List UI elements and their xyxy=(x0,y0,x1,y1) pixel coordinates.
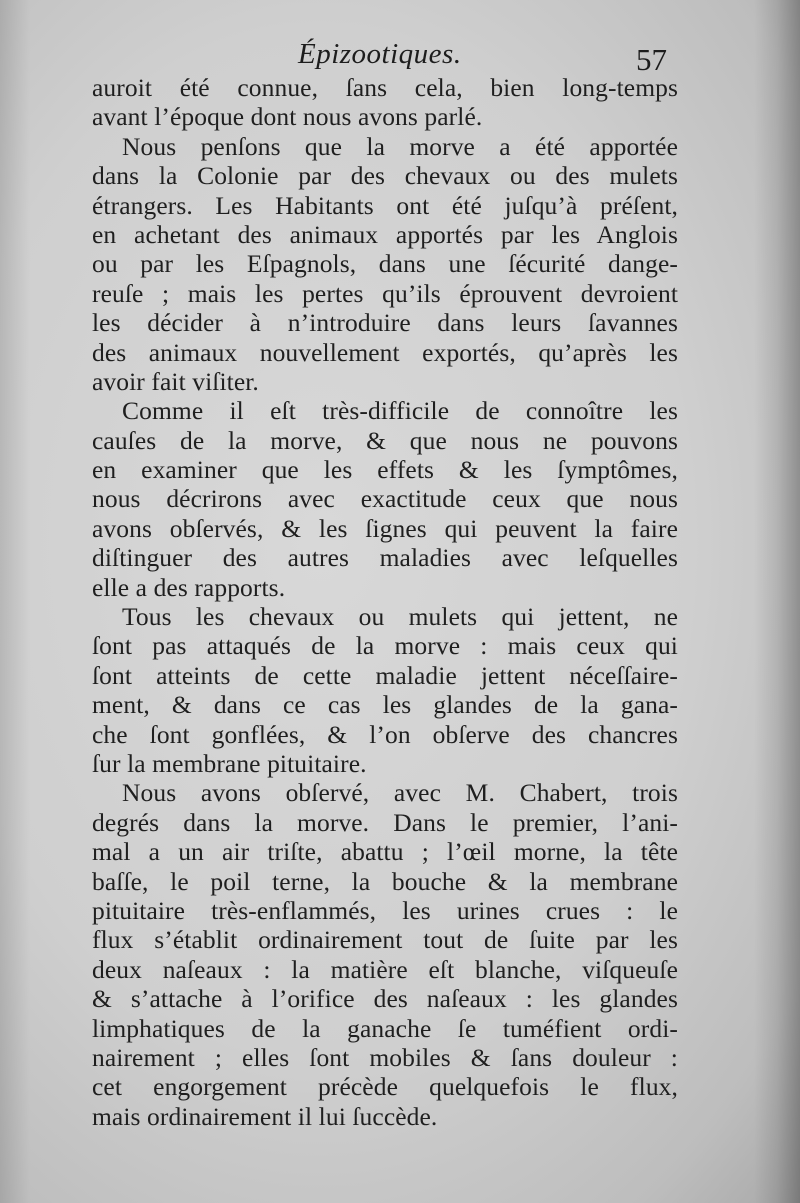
page-number: 57 xyxy=(636,42,667,77)
text-line: dans la Colonie par des chevaux ou des mulets xyxy=(92,161,678,191)
text-line: nous décrirons avec exactitude ceux que nous xyxy=(92,484,678,514)
text-line: des animaux nouvellement exportés, qu’après les xyxy=(92,337,678,367)
paragraph xyxy=(92,73,678,132)
text-line: flux s’établit ordinairement tout de ſuite par les xyxy=(92,925,678,955)
paragraph xyxy=(92,778,678,1131)
body-text xyxy=(92,73,678,1131)
text-line: ſont pas attaqués de la morve : mais ceux qui xyxy=(92,631,678,661)
paragraph xyxy=(92,396,678,602)
text-line: ſont atteints de cette maladie jettent néceſſaire- xyxy=(92,660,678,690)
page-shadow-right xyxy=(754,0,800,1203)
text-line: pituitaire très-enflammés, les urines crues : le xyxy=(92,895,678,925)
text-line: auroit été connue, ſans cela, bien long-temps xyxy=(92,73,678,102)
text-line: cet engorgement précède quelquefois le flux, xyxy=(92,1072,678,1102)
text-line: limphatiques de la ganache ſe tuméfient ordi- xyxy=(92,1013,678,1043)
text-line: degrés dans la morve. Dans le premier, l’ani- xyxy=(92,807,678,837)
text-line: avant l’époque dont nous avons parlé. xyxy=(92,102,483,132)
text-line: ou par les Eſpagnols, dans une ſécurité dange- xyxy=(92,249,678,279)
text-line: reuſe ; mais les pertes qu’ils éprouvent devroient xyxy=(92,278,678,308)
text-line: baſſe, le poil terne, la bouche & la membrane xyxy=(92,866,678,896)
paragraph xyxy=(92,602,678,778)
running-head xyxy=(0,34,800,77)
text-line: mal a un air triſte, abattu ; l’œil morne, la tête xyxy=(92,837,678,867)
text-line: nairement ; elles ſont mobiles & ſans douleur : xyxy=(92,1042,678,1072)
text-line: ſur la membrane pituitaire. xyxy=(92,748,367,778)
text-line: Nous avons obſervé, avec M. Chabert, trois xyxy=(122,778,678,808)
text-line: elle a des rapports. xyxy=(92,572,286,602)
text-line: en achetant des animaux apportés par les Anglois xyxy=(92,219,678,249)
text-line: deux naſeaux : la matière eſt blanche, viſqueuſe xyxy=(92,954,678,984)
text-line: ment, & dans ce cas les glandes de la gana- xyxy=(92,690,678,720)
text-line: mais ordinairement il lui ſuccède. xyxy=(92,1101,438,1131)
paragraph xyxy=(92,132,678,397)
text-line: & s’attache à l’orifice des naſeaux : les glandes xyxy=(92,984,678,1014)
text-line: les décider à n’introduire dans leurs ſavannes xyxy=(92,308,678,338)
text-line: étrangers. Les Habitants ont été juſqu’à préſent, xyxy=(92,190,678,220)
running-title: Épizootiques. xyxy=(298,38,462,70)
text-line: Nous penſons que la morve a été apportée xyxy=(122,131,678,161)
text-line: avoir fait viſiter. xyxy=(92,366,259,396)
page-shadow-left xyxy=(0,0,30,1203)
text-line: Tous les chevaux ou mulets qui jettent, ne xyxy=(122,602,678,632)
text-line: che ſont gonflées, & l’on obſerve des chancres xyxy=(92,719,678,749)
text-line: cauſes de la morve, & que nous ne pouvons xyxy=(92,425,678,455)
text-line: diſtinguer des autres maladies avec leſquelles xyxy=(92,543,678,573)
text-line: Comme il eſt très-difficile de connoître les xyxy=(122,396,678,426)
text-line: en examiner que les effets & les ſymptômes, xyxy=(92,455,678,485)
text-line: avons obſervés, & les ſignes qui peuvent la faire xyxy=(92,513,678,543)
